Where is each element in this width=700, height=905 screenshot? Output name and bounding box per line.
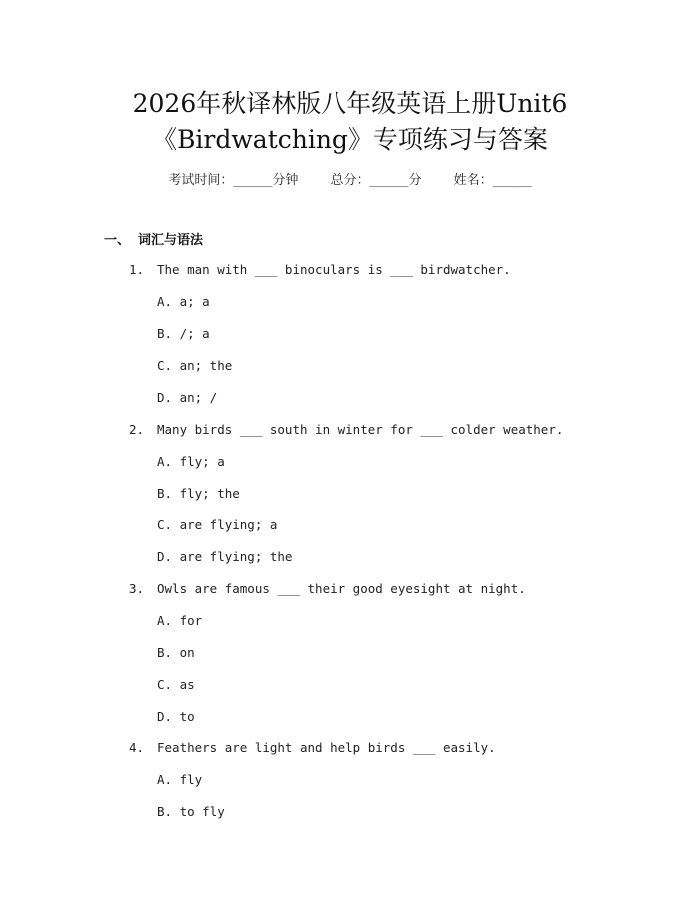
question-number: 2. [129, 422, 145, 437]
option: B. /; a [157, 326, 210, 341]
option: A. fly [157, 772, 203, 787]
question-text: Feathers are light and help birds ___ easily. [157, 740, 496, 755]
option: D. to [157, 709, 195, 724]
option: D. are flying; the [157, 549, 293, 564]
question-text: The man with ___ binoculars is ___ birdwatcher. [157, 262, 511, 277]
option: C. as [157, 677, 195, 692]
question-number: 3. [129, 581, 145, 596]
option: C. are flying; a [157, 517, 278, 532]
option: A. for [157, 613, 203, 628]
option: D. an; / [157, 390, 218, 405]
document-title-line2: 《Birdwatching》专项练习与答案 [152, 125, 548, 154]
option: B. on [157, 645, 195, 660]
question-text: Many birds ___ south in winter for ___ colder weather. [157, 422, 564, 437]
question-text: Owls are famous ___ their good eyesight at night. [157, 581, 526, 596]
option: B. fly; the [157, 486, 240, 501]
option: B. to fly [157, 804, 225, 819]
question-number: 1. [129, 262, 145, 277]
option: A. a; a [157, 294, 210, 309]
option: A. fly; a [157, 454, 225, 469]
exam-time: 考试时间：______分钟 [168, 173, 299, 188]
section-heading [104, 229, 203, 248]
question-number: 4. [129, 740, 145, 755]
exam-score: 总分：______分 [330, 173, 422, 188]
option: C. an; the [157, 358, 233, 373]
student-name: 姓名：______ [453, 173, 532, 188]
exam-meta [0, 169, 700, 188]
section-title: 词汇与语法 [138, 233, 204, 248]
document-title-line1: 2026年秋译林版八年级英语上册Unit6 [132, 89, 568, 118]
section-number: 一、 [104, 233, 131, 248]
